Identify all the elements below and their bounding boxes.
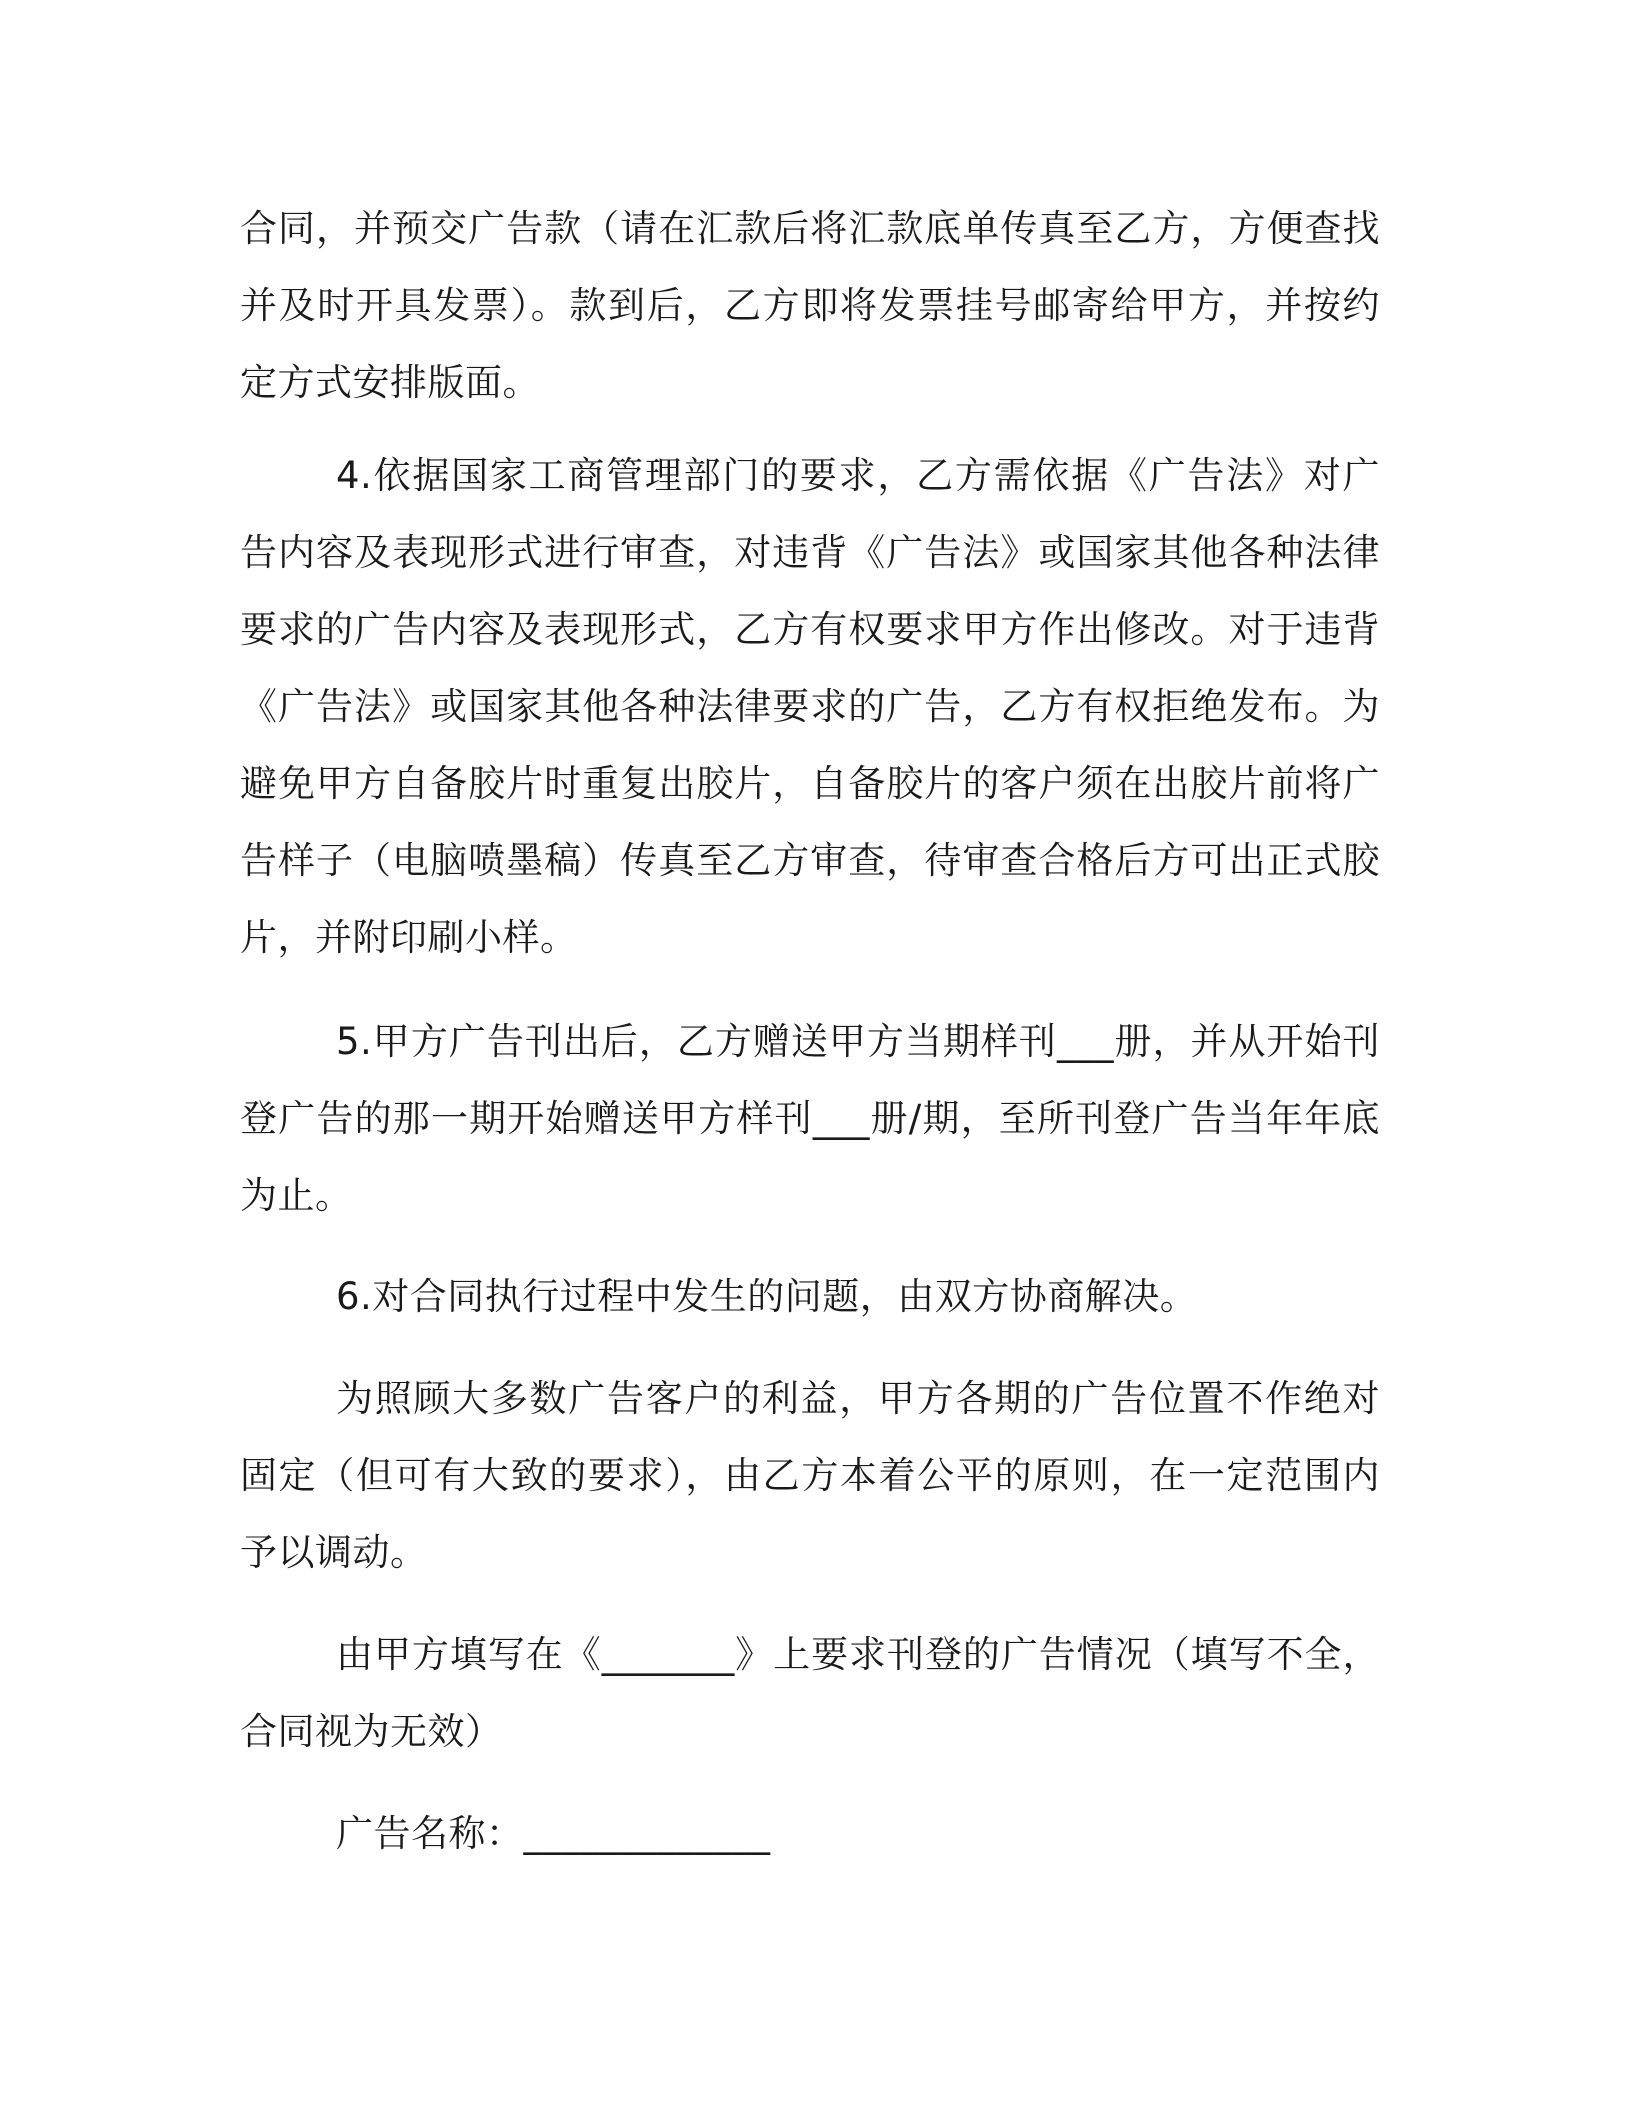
paragraph-ad-form: 由甲方填写在《_______》上要求刊登的广告情况（填写不全，合同视为无效） bbox=[240, 1633, 1380, 1753]
paragraph-clause-5: 5.甲方广告刊出后，乙方赠送甲方当期样刊___册，并从开始刊登广告的那一期开始赠送甲方样刊___册/期，至所刊登广告当年年底为止。 bbox=[240, 1020, 1380, 1217]
field-ad-name: 广告名称：_____________ bbox=[336, 1812, 771, 1855]
paragraph-prepayment: 合同，并预交广告款（请在汇款后将汇款底单传真至乙方，方便查找并及时开具发票）。款到后，乙方即将发票挂号邮寄给甲方，并按约定方式安排版面。 bbox=[240, 207, 1380, 404]
paragraph-ad-position: 为照顾大多数广告客户的利益，甲方各期的广告位置不作绝对固定（但可有大致的要求），由乙方本着公平的原则，在一定范围内予以调动。 bbox=[240, 1377, 1380, 1574]
paragraph-clause-4: 4.依据国家工商管理部门的要求，乙方需依据《广告法》对广告内容及表现形式进行审查，对违背《广告法》或国家其他各种法律要求的广告内容及表现形式，乙方有权要求甲方作出修改。对于违背《广告法》或国家其他各种法律要求的广告，乙方有权拒绝发布。为避免甲方自备胶片时重复出胶片，自备胶片的客户须在出胶片前将广告样子（电脑喷墨稿）传真至乙方审查，待审查合格后方可出正式胶片，并附印刷小样。 bbox=[240, 454, 1380, 959]
paragraph-clause-6: 6.对合同执行过程中发生的问题，由双方协商解决。 bbox=[336, 1275, 1198, 1318]
